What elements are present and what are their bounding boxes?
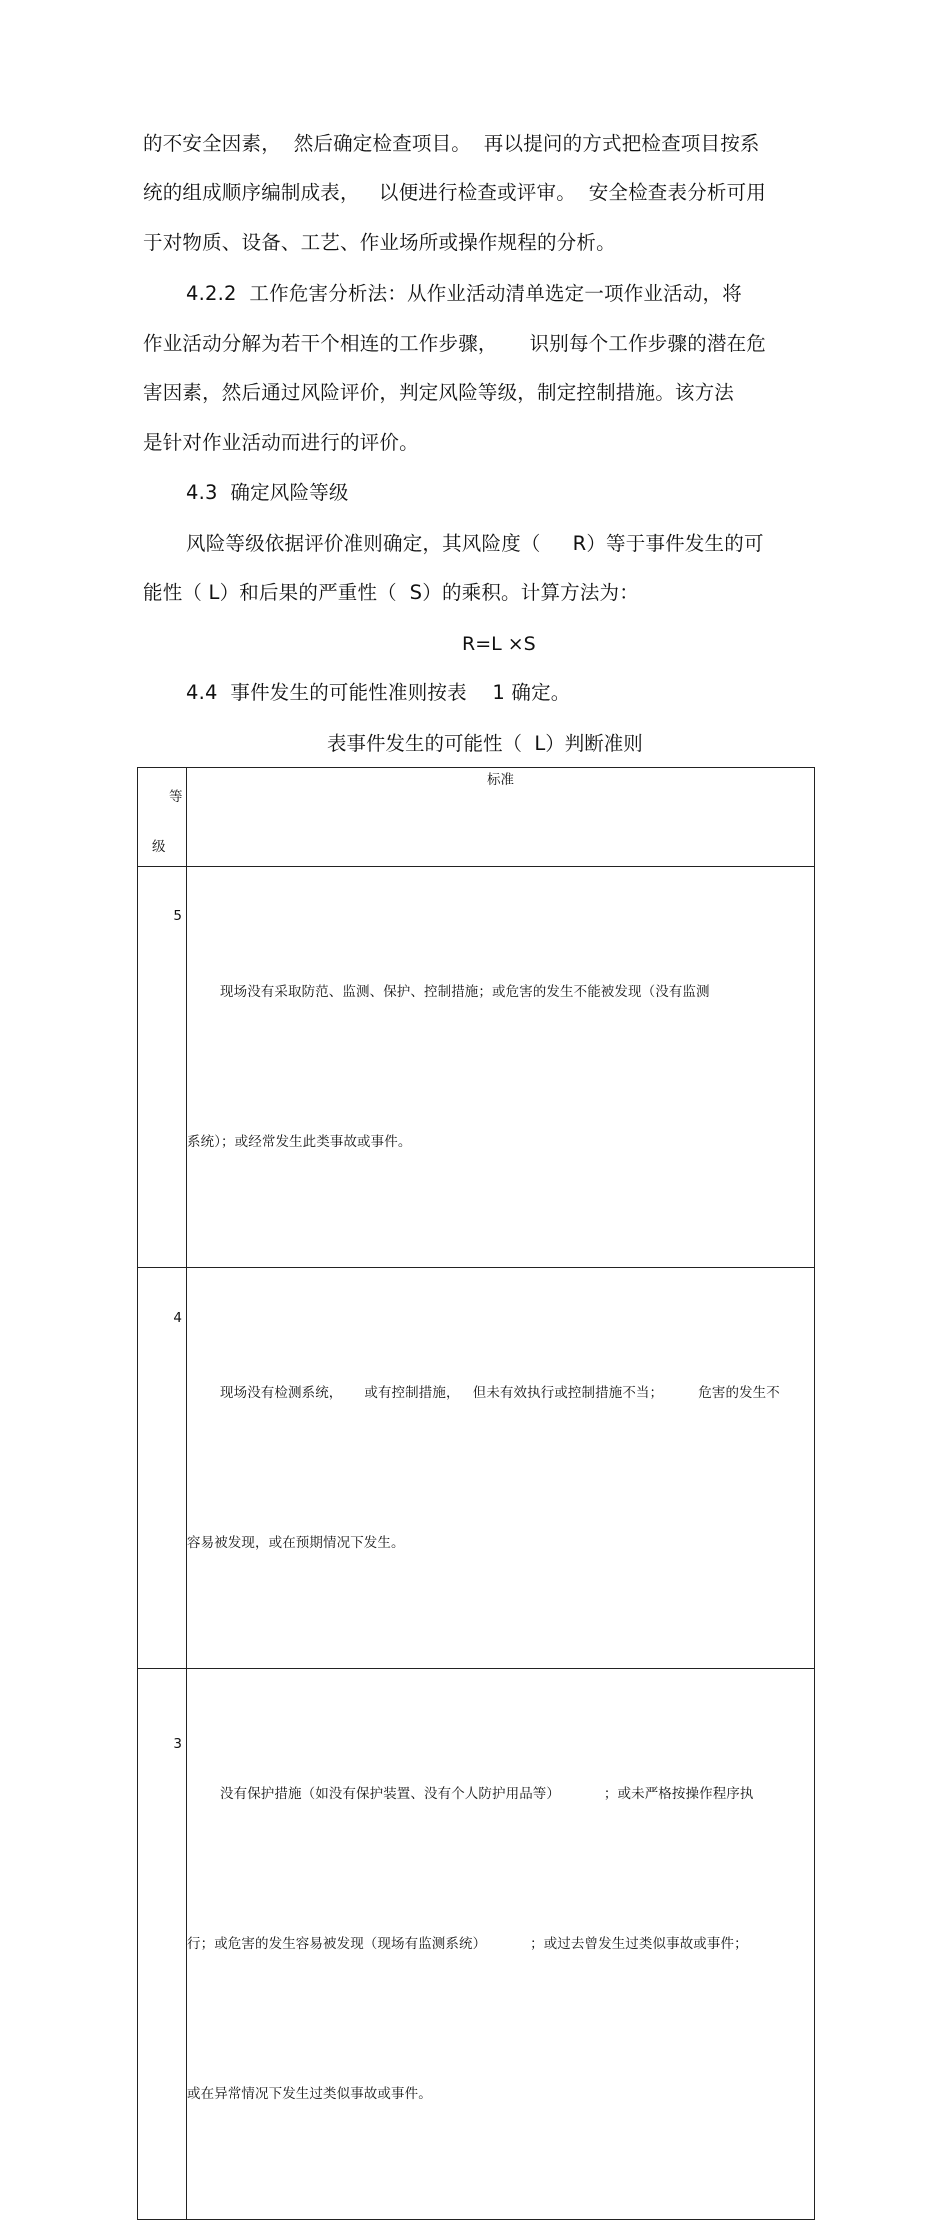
paragraph-line: 能性（ L）和后果的严重性（ S）的乘积。计算方法为：: [143, 581, 639, 604]
standard-header-cell: 标准: [187, 768, 815, 867]
formula: R=L ×S: [462, 633, 536, 655]
standard-line: 或在异常情况下发生过类似事故或事件。: [187, 2086, 432, 2102]
level-value: 3: [173, 1736, 182, 1752]
paragraph-line: 风险等级依据评价准则确定，其风险度（ R）等于事件发生的可: [186, 532, 764, 555]
standard-line: 没有保护措施（如没有保护装置、没有个人防护用品等） ；或未严格按操作程序执: [220, 1786, 754, 1802]
likelihood-criteria-table: [137, 767, 815, 2220]
paragraph-line: 害因素，然后通过风险评价，判定风险等级，制定控制措施。该方法: [143, 381, 735, 404]
level-header-char: 级: [152, 839, 166, 855]
level-cell: [138, 1669, 187, 2220]
table-header-row: [138, 768, 815, 867]
standard-line: 行；或危害的发生容易被发现（现场有监测系统） ；或过去曾发生过类似事故或事件；: [187, 1936, 748, 1952]
paragraph-line: 作业活动分解为若干个相连的工作步骤， 识别每个工作步骤的潜在危: [143, 332, 766, 355]
level-value: 5: [173, 908, 182, 924]
level-cell: [138, 867, 187, 1268]
level-cell: [138, 1268, 187, 1669]
paragraph-line: 的不安全因素， 然后确定检查项目。 再以提问的方式把检查项目按系: [143, 132, 760, 155]
table-row: [138, 867, 815, 1268]
table-row: [138, 1268, 815, 1669]
paragraph-line: 统的组成顺序编制成表， 以便进行检查或评审。 安全检查表分析可用: [143, 181, 766, 204]
section-heading: 4.4 事件发生的可能性准则按表 1 确定。: [186, 681, 571, 704]
level-value: 4: [173, 1310, 182, 1326]
paragraph-line: 是针对作业活动而进行的评价。: [143, 431, 419, 454]
table-row: [138, 1669, 815, 2220]
level-header-char: 等: [169, 789, 183, 805]
paragraph-line: 4.2.2 工作危害分析法：从作业活动清单选定一项作业活动，将: [186, 282, 742, 305]
standard-cell: [187, 1669, 815, 2220]
standard-line: 现场没有采取防范、监测、保护、控制措施；或危害的发生不能被发现（没有监测: [220, 984, 710, 1000]
standard-line: 系统）；或经常发生此类事故或事件。: [187, 1134, 412, 1150]
standard-cell: [187, 867, 815, 1268]
section-heading: 4.3 确定风险等级: [186, 481, 349, 504]
standard-cell: [187, 1268, 815, 1669]
table-caption: 表事件发生的可能性（ L）判断准则: [327, 732, 643, 755]
paragraph-line: 于对物质、设备、工艺、作业场所或操作规程的分析。: [143, 231, 616, 254]
standard-line: 现场没有检测系统， 或有控制措施， 但未有效执行或控制措施不当； 危害的发生不: [220, 1385, 780, 1401]
level-header-cell: [138, 768, 187, 867]
standard-line: 容易被发现，或在预期情况下发生。: [187, 1535, 405, 1551]
